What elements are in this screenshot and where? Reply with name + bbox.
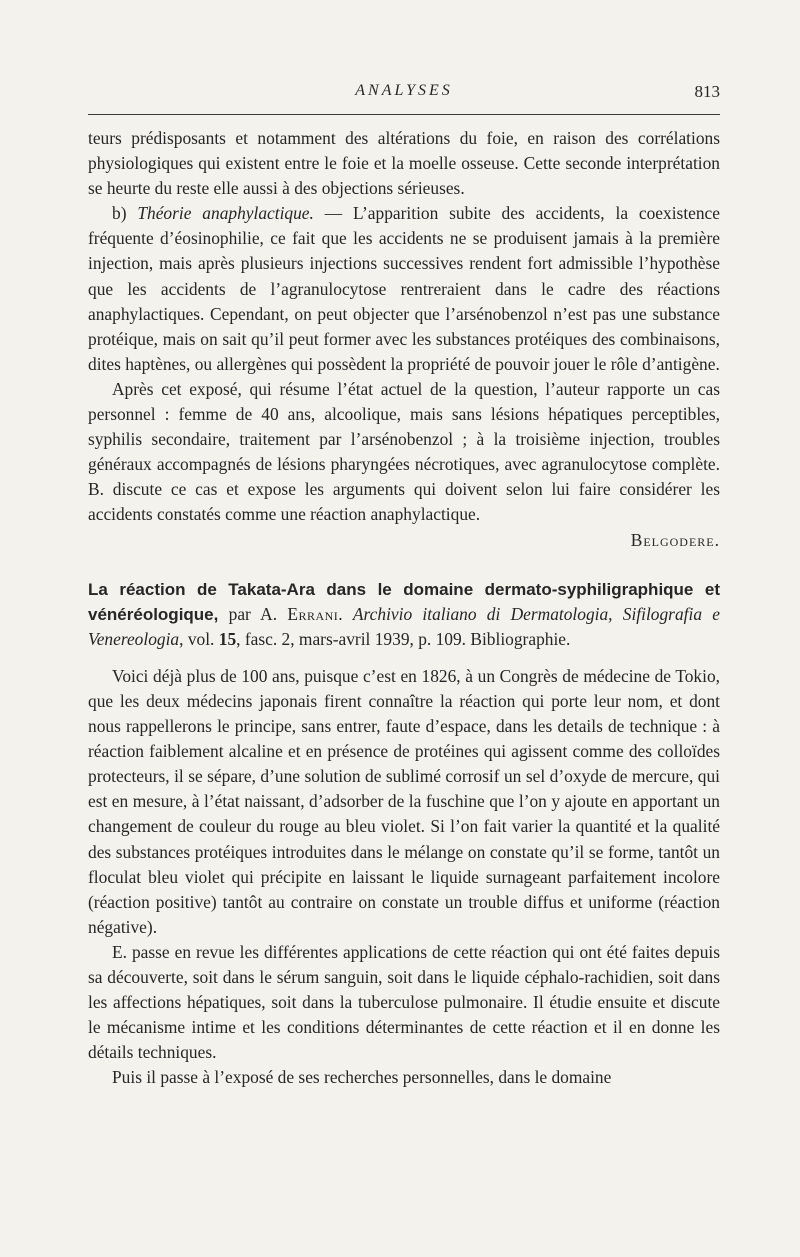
citation-details: , fasc. 2, mars-avril 1939, p. 109. Bibliographie. xyxy=(236,628,571,649)
paragraph-history: Voici déjà plus de 100 ans, puisque c’est en 1826, à un Congrès de médecine de Tokio, que les deux médecins japonais firent connaître la réaction qui porte leur nom, et dont nous rappellerons le principe, sans entrer, faute d’espace, dans les details de technique : à réaction faiblement alcaline et en présence de protéines qui agissent comme des colloïdes protecteurs, il se sépare, d’une solution de sublimé corrosif un sel d’oxyde de mercure, qui est en mesure, à l’état naissant, d’adsorber de la fuschine que l’on y ajoute en apportant un changement de couleur du rouge au bleu violet. Si l’on fait varier la quantité et la qualité des substances protéiques introduites dans le mélange on constate qu’il se forme, tantôt un floculat bleu violet qui précipite en laissant le liquide surnageant parfaitement incolore (réaction positive) tantôt au contraire on constate un trouble diffus et uniforme (réaction négative). xyxy=(88,665,720,937)
paragraph-continued: teurs prédisposants et notamment des altérations du foie, en raison des corrélations physiologiques qui existent entre le foie et la moelle osseuse. Cette seconde interprétation se heurte du reste elle aussi à des objections sérieuses. xyxy=(88,128,720,199)
citation-separator: . xyxy=(338,603,353,624)
article-author: Errani xyxy=(287,603,339,624)
section-gap xyxy=(88,553,720,577)
volume-prefix: , vol. xyxy=(179,628,219,649)
volume-number: 15 xyxy=(218,628,237,649)
list-label: b) xyxy=(112,203,138,224)
paragraph-research: Puis il passe à l’exposé de ses recherches personnelles, dans le domaine xyxy=(112,1067,612,1088)
page-header xyxy=(88,82,720,106)
subsection-title: Théorie anaphylactique. xyxy=(137,203,314,224)
page-body xyxy=(88,126,720,1090)
citation-by: par A. xyxy=(218,603,288,624)
article-citation xyxy=(88,577,720,652)
running-head: ANALYSES xyxy=(355,82,453,99)
paragraph-case-report: Après cet exposé, qui résume l’état actuel de la question, l’auteur rapporte un cas personnel : femme de 40 ans, alcoolique, mais sans lésions hépatiques perceptibles, syphilis secondaire, traitement par l’arsénobenzol ; à la troisième injection, troubles généraux accompagnés de lésions pharyngées nécrotiques, avec agranulocytose complète. B. discute ce cas et expose les arguments qui doivent selon lui faire considérer les accidents constatés comme une réaction anaphylactique. xyxy=(88,378,720,525)
section-gap-small xyxy=(88,652,720,664)
reviewer-signature: Belgodere. xyxy=(630,529,720,550)
page-number: 813 xyxy=(694,82,720,101)
journal-name: Archivio italiano di Dermatologia, Sifilografia e Venereologia xyxy=(88,603,720,649)
paragraph-text: — L’apparition subite des accidents, la coexistence fréquente d’éosinophilie, ce fait que les accidents ne se produisent jamais à la première injection, mais après plusieurs injections successives rendent fort admissible l’hypothèse que les accidents de l’agranulocytose rentreraient dans le cadre des réactions anaphylactiques. Cependant, on peut objecter que l’arsénobenzol n’est pas une substance protéique, mais on sait qu’il peut former avec les substances protéiques des combinaisons, dites haptènes, ou allergènes qui possèdent la propriété de pouvoir jouer le rôle d’antigène. xyxy=(88,203,720,374)
article-title: La réaction de Takata-Ara dans le domaine dermato-syphiligraphique et vénéréologique, xyxy=(88,579,720,624)
header-rule xyxy=(88,114,720,115)
paragraph-anaphylaxis-theory xyxy=(88,201,720,377)
paragraph-applications: E. passe en revue les différentes applications de cette réaction qui ont été faites depuis sa découverte, soit dans le sérum sanguin, soit dans le liquide céphalo-rachidien, soit dans les affections hépatiques, soit dans la tuberculose pulmonaire. Il étudie ensuite et discute le mécanisme intime et les conditions déterminantes de cette réaction et il en donne les détails techniques. xyxy=(88,941,720,1063)
